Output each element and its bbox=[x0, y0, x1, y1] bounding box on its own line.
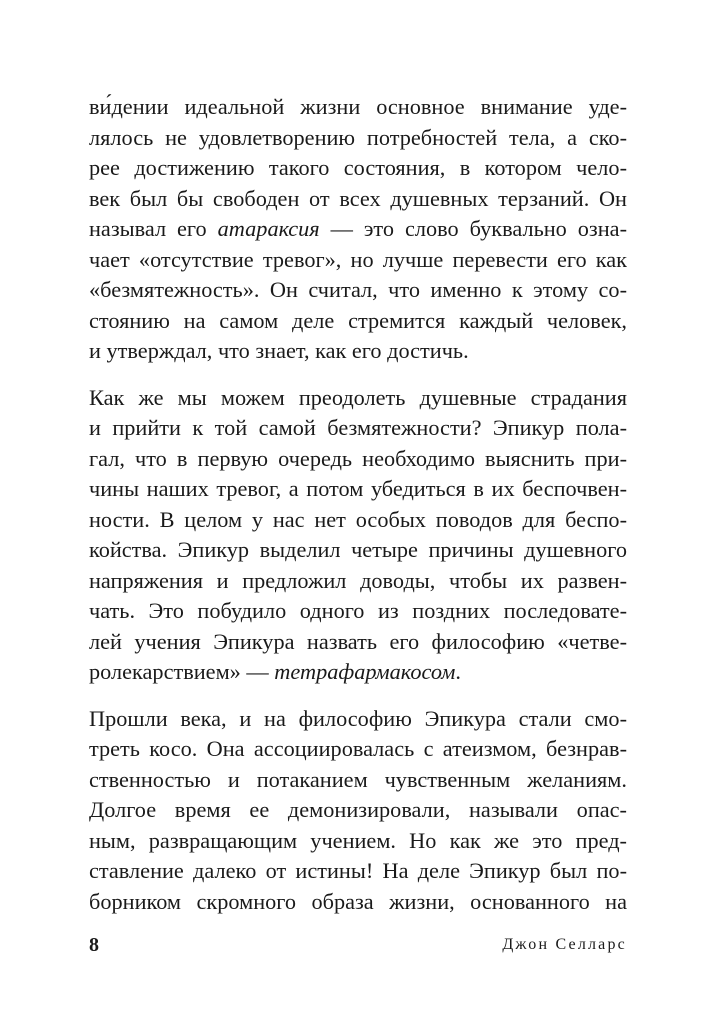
paragraph-1 bbox=[89, 92, 627, 367]
text-line: напряжения и предложил доводы, чтобы их развен- bbox=[89, 567, 627, 593]
text-line: лей учения Эпикура назвать его философию «четве- bbox=[89, 628, 627, 654]
page-number: 8 bbox=[89, 934, 99, 956]
text-line: треть косо. Она ассоциировалась с атеизмом, безнрав- bbox=[89, 736, 627, 761]
text-line: ным, развращающим учением. Но как же это пред- bbox=[89, 827, 627, 853]
text-line: и прийти к той самой безмятежности? Эпикур пола- bbox=[89, 415, 627, 440]
text-line: рее достижению такого состояния, в котором чело- bbox=[89, 155, 627, 180]
text-line: ви́дении идеальной жизни основное внимание уде- bbox=[89, 94, 627, 119]
body-text bbox=[89, 92, 627, 933]
text-line: век был бы свободен от всех душевных терзаний. Он bbox=[89, 185, 627, 211]
text-line: гал, что в первую очередь необходимо выяснить при- bbox=[89, 445, 627, 471]
page-footer bbox=[89, 930, 627, 960]
text-line: и утверждал, что знает, как его достичь. bbox=[89, 338, 469, 363]
text-line: лялось не удовлетворению потребностей тела, а ско- bbox=[89, 124, 627, 150]
text-line: чать. Это побудило одного из поздних последовате- bbox=[89, 598, 627, 623]
text-line: Как же мы можем преодолеть душевные страдания bbox=[89, 384, 627, 410]
text-line: Прошли века, и на философию Эпикура стали смо- bbox=[89, 705, 627, 731]
text-line: стоянию на самом деле стремится каждый человек, bbox=[89, 307, 627, 333]
text-line: чает «отсутствие тревог», но лучше перевести его как bbox=[89, 246, 627, 272]
text-line: «безмятежность». Он считал, что именно к этому со- bbox=[89, 277, 627, 302]
italic-term-tetrapharmakos: тетрафармакосом bbox=[274, 659, 456, 684]
italic-term-ataraxia: атараксия bbox=[217, 216, 320, 241]
text-line: Долгое время ее демонизировали, называли опас- bbox=[89, 797, 627, 822]
text-line: ставление далеко от истины! На деле Эпикур был по- bbox=[89, 858, 627, 883]
paragraph-2 bbox=[89, 383, 627, 688]
text-line: борником скромного образа жизни, основанного на bbox=[89, 888, 627, 914]
running-head-author: Джон Селларс bbox=[502, 936, 627, 953]
paragraph-3 bbox=[89, 704, 627, 918]
text-line: ственностью и потаканием чувственным желаниям. bbox=[89, 766, 627, 792]
text-line: ности. В целом у нас нет особых поводов для беспо- bbox=[89, 506, 627, 532]
text-line: называл его атараксия — это слово буквально озна- bbox=[89, 216, 627, 241]
text-line: чины наших тревог, а потом убедиться в их беспочвен- bbox=[89, 476, 627, 501]
text-line: койства. Эпикур выделил четыре причины душевного bbox=[89, 537, 627, 562]
text-line: ролекарствием» — тетрафармакосом. bbox=[89, 659, 461, 684]
